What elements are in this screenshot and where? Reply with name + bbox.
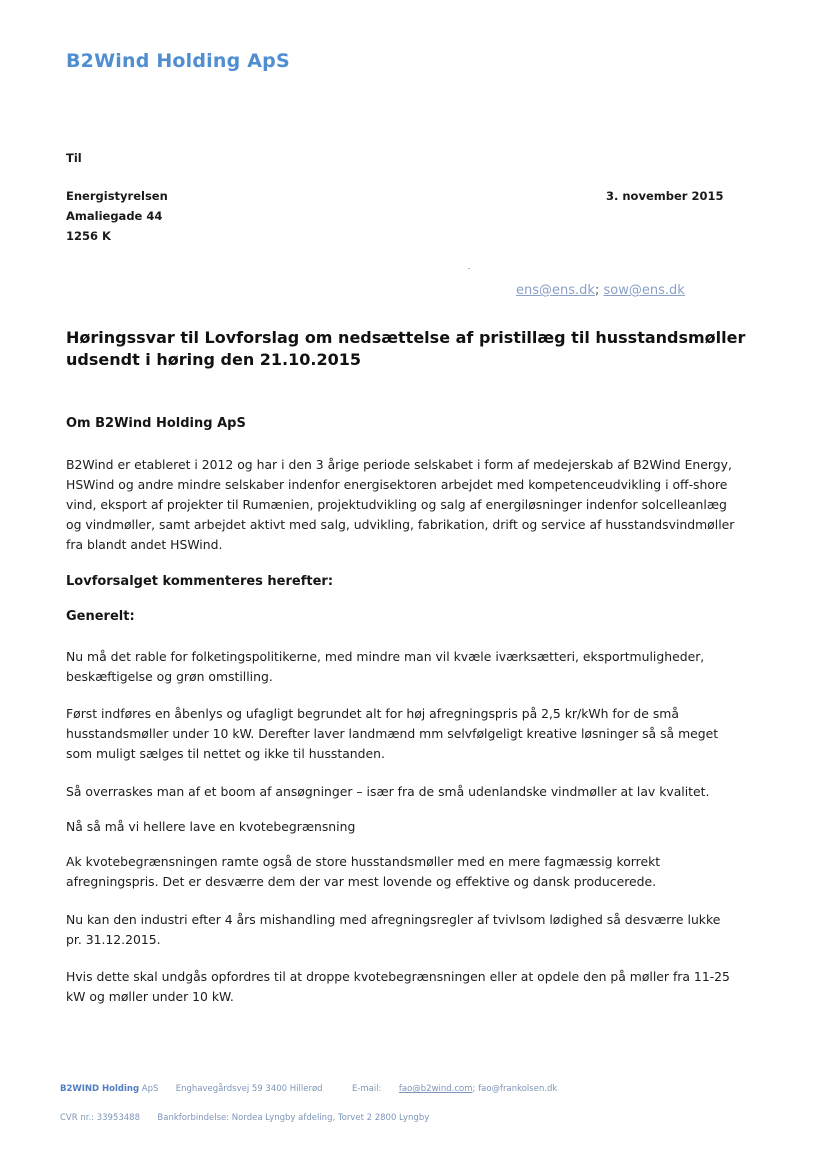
to-label: Til xyxy=(66,151,82,165)
body-paragraph: Hvis dette skal undgås opfordres til at droppe kvotebegrænsningen eller at opdele den på møller fra 11-25 kW og møller under 10 kW. xyxy=(66,969,730,1004)
footer-cvr: CVR nr.: 33953488 xyxy=(60,1113,140,1123)
email-link-ens[interactable]: ens@ens.dk xyxy=(516,283,595,298)
body-paragraph: Først indføres en åbenlys og ufagligt begrundet alt for høj afregningspris på 2,5 kr/kWh for de små husstandsmøller under 10 kW. Derefter laver landmænd mm selvfølgeligt kreative løsninger så så meget som muligt sælges til nettet og ikke til husstanden. xyxy=(66,706,719,761)
footer-address: Enghavegårdsvej 59 3400 Hillerød xyxy=(175,1084,323,1094)
body-paragraph: Nu må det rable for folketingspolitikerne, med mindre man vil kvæle iværksætteri, eksportmuligheder, beskæftigelse og grøn omstilling. xyxy=(66,649,705,684)
body-paragraph: Ak kvotebegrænsningen ramte også de store husstandsmøller med en mere fagmæssig korrekt afregningspris. Det er desværre dem der var mest lovende og effektive og dansk producerede. xyxy=(66,854,661,889)
recipient-street: Amaliegade 44 xyxy=(66,209,163,223)
email-separator: ; xyxy=(594,283,600,298)
footer-email-2[interactable]: fao@frankolsen.dk xyxy=(478,1084,558,1094)
recipient-postal: 1256 K xyxy=(66,229,111,243)
footer-email-link-1[interactable]: fao@b2wind.com xyxy=(398,1084,473,1094)
footer-email-label: E-mail: xyxy=(351,1084,382,1094)
recipient-address xyxy=(66,186,168,246)
company-letterhead: B2Wind Holding ApS xyxy=(66,50,290,72)
recipient-emails xyxy=(516,283,685,298)
about-heading: Om B2Wind Holding ApS xyxy=(66,416,246,431)
document-title: Høringssvar til Lovforslag om nedsættelse af pristillæg til husstandsmøller udsendt i høring den 21.10.2015 xyxy=(66,328,746,369)
comments-heading: Lovforsalget kommenteres herefter: xyxy=(66,574,334,589)
footer-bank: Bankforbindelse: Nordea Lyngby afdeling, Torvet 2 2800 Lyngby xyxy=(157,1113,430,1123)
scan-speck xyxy=(468,268,470,269)
recipient-name: Energistyrelsen xyxy=(66,189,168,203)
email-link-sow[interactable]: sow@ens.dk xyxy=(603,283,685,298)
body-paragraph: Så overraskes man af et boom af ansøgninger – især fra de små udenlandske vindmøller at lav kvalitet. xyxy=(66,784,710,799)
body-paragraph: Nå så må vi hellere lave en kvotebegrænsning xyxy=(66,819,356,834)
footer-brand: B2WIND Holding xyxy=(60,1084,140,1094)
body-paragraph: Nu kan den industri efter 4 års mishandling med afregningsregler af tvivlsom lødighed så desværre lukke pr. 31.12.2015. xyxy=(66,912,721,947)
about-paragraph: B2Wind er etableret i 2012 og har i den 3 årige periode selskabet i form af medejerskab af B2Wind Energy, HSWind og andre mindre selskaber indenfor energisektoren arbejdet med kompetenceudvikling i off-shore vind, eksport af projekter til Rumænien, projektudvikling og salg af energiløsninger indenfor solcelleanlæg og vindmøller, samt arbejdet aktivt med salg, udvikling, fabrikation, drift og service af husstandsvindmøller fra blandt andet HSWind. xyxy=(66,457,735,552)
letter-date: 3. november 2015 xyxy=(606,189,724,203)
general-heading: Generelt: xyxy=(66,609,135,624)
footer-brand-suffix: ApS xyxy=(141,1084,159,1094)
footer-registration-line xyxy=(60,1113,429,1123)
footer-contact-line: B2WIND Holding ApS Enghavegårdsvej 59 3400 Hillerød E-mail: fao@b2wind.com; fao@frankolsen.dk xyxy=(60,1084,558,1094)
